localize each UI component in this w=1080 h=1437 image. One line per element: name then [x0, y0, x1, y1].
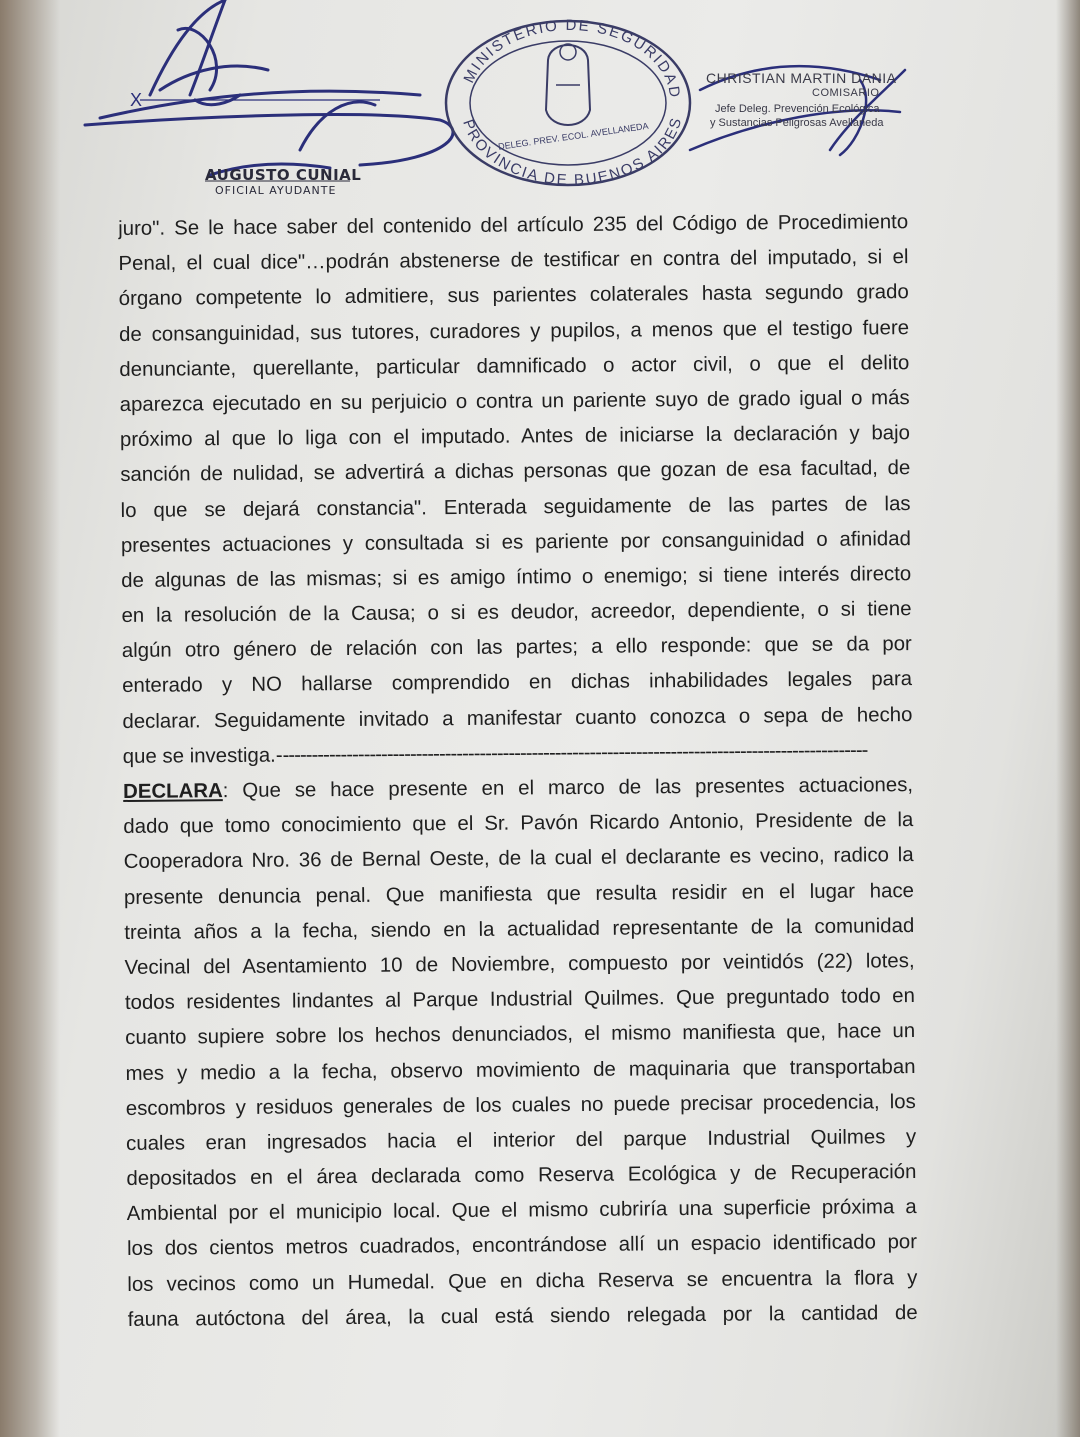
text-line: presente denuncia penal. Que manifiesta que resulta residir en el lugar hace	[123, 879, 915, 909]
text-line: cuales eran ingresados hacia el interior del parque Industrial Quilmes y	[126, 1125, 917, 1155]
text-line: mes y medio a la fecha, observo movimiento de maquinaria que transportaban	[125, 1055, 916, 1085]
text-line: escombros y residuos generales de los cuales no puede precisar procedencia, los	[125, 1090, 916, 1120]
signature-and-stamp-graphics	[0, 0, 1080, 215]
declaration-paragraph	[123, 803, 918, 1338]
signature-x-mark: X	[130, 90, 143, 110]
closing-line: que se investiga.------------------------------------------------------------------------------------------------------	[122, 739, 868, 768]
text-line: todos residentes lindantes al Parque Industrial Quilmes. Que preguntado todo en	[124, 985, 915, 1015]
text-line: fauna autóctona del área, la cual está siendo relegada por la cantidad de	[127, 1301, 918, 1331]
text-line: Cooperadora Nro. 36 de Bernal Oeste, de la cual el declarante es vecino, radico la	[123, 844, 914, 874]
commissioner-name: CHRISTIAN MARTIN DANIA	[706, 70, 897, 86]
text-line: dado que tomo conocimiento que el Sr. Pavón Ricardo Antonio, Presidente de la	[123, 809, 914, 839]
commissioner-title-line-2: y Sustancias Peligrosas Avellaneda	[710, 117, 884, 129]
text-line: sanción de nulidad, se advertirá a dichas personas que gozan de esa facultad, de	[120, 457, 911, 487]
officer-signature-icon	[85, 0, 453, 175]
declaration-text	[118, 205, 918, 1338]
procedure-paragraph	[118, 205, 913, 740]
text-line: cuanto supiere sobre los hechos denunciados, el mismo manifiesta que, hace un	[125, 1020, 916, 1050]
declara-first-line: DECLARA: Que se hace presente en el marco de las presentes actuaciones,	[122, 774, 914, 803]
commissioner-title-line-1: Jefe Deleg. Prevención Ecológica	[715, 103, 880, 115]
text-line: Ambiental por el municipio local. Que el mismo cubriría una superficie próxima a	[126, 1196, 917, 1226]
text-line: depositados en el área declarada como Reserva Ecológica y de Recuperación	[126, 1161, 917, 1191]
dash-fill: -----------------------------------------------------------------------------------------------------	[282, 739, 868, 767]
text-line: aparezca ejecutado en su perjuicio o contra un pariente suyo de grado igual o más	[119, 387, 910, 416]
text-line: Vecinal del Asentamiento 10 de Noviembre, compuesto por veintidós (22) lotes,	[124, 950, 915, 979]
text-line: Penal, el cual dice"…podrán abstenerse de testificar en contra del imputado, si el	[118, 246, 909, 276]
text-line: los dos cientos metros cuadrados, encontrándose allí un espacio identificado por	[126, 1231, 918, 1261]
text-line: de consanguinidad, sus tutores, curadores y pupilos, a menos que el testigo fuere	[118, 316, 910, 346]
officer-name: AUGUSTO CUNIAL	[205, 166, 362, 184]
stamp-inner-text: DELEG. PREV. ECOL. AVELLANEDA	[497, 120, 650, 152]
text-line: treinta años a la fecha, siendo en la actualidad representante de la comunidad	[124, 914, 915, 944]
stamp-top-text: MINISTERIO DE SEGURIDAD	[460, 16, 684, 101]
text-line: enterado y NO hallarse comprendido en dichas inhabilidades legales para	[122, 668, 913, 698]
declara-label: DECLARA	[122, 780, 223, 803]
text-line: órgano competente lo admitiere, sus parientes colaterales hasta segundo grado	[118, 281, 909, 311]
commissioner-rank: COMISARIO	[812, 87, 880, 99]
text-line: próximo al que lo liga con el imputado. Antes de iniciarse la declaración y bajo	[119, 422, 911, 452]
officer-rank: OFICIAL AYUDANTE	[215, 184, 337, 197]
text-line: declarar. Seguidamente invitado a manifestar cuanto conozca o sepa de hecho	[122, 703, 913, 733]
stamp-bottom-text: PROVINCIA DE BUENOS AIRES	[459, 114, 686, 189]
page-shadow-right	[1056, 0, 1080, 1437]
text-line: algún otro género de relación con las partes; a ello responde: que se da por	[121, 633, 912, 663]
page-shadow-left	[0, 0, 60, 1437]
text-line: lo que se dejará constancia". Enterada seguidamente de las partes de las	[120, 492, 911, 522]
text-line: presentes actuaciones y consultada si es pariente por consanguinidad o afinidad	[120, 527, 911, 557]
text-line: los vecinos como un Humedal. Que en dicha Reserva se encuentra la flora y	[127, 1266, 918, 1296]
text-line: denunciante, querellante, particular damnificado o actor civil, o que el delito	[119, 351, 910, 381]
text-line: de algunas de las mismas; si es amigo íntimo o enemigo; si tiene interés directo	[121, 562, 912, 592]
header-signatures	[0, 0, 1080, 215]
text-line: en la resolución de la Causa; o si es deudor, acreedor, dependiente, o si tiene	[121, 598, 912, 628]
text-line: juro". Se le hace saber del contenido del artículo 235 del Código de Procedimiento	[118, 211, 909, 240]
